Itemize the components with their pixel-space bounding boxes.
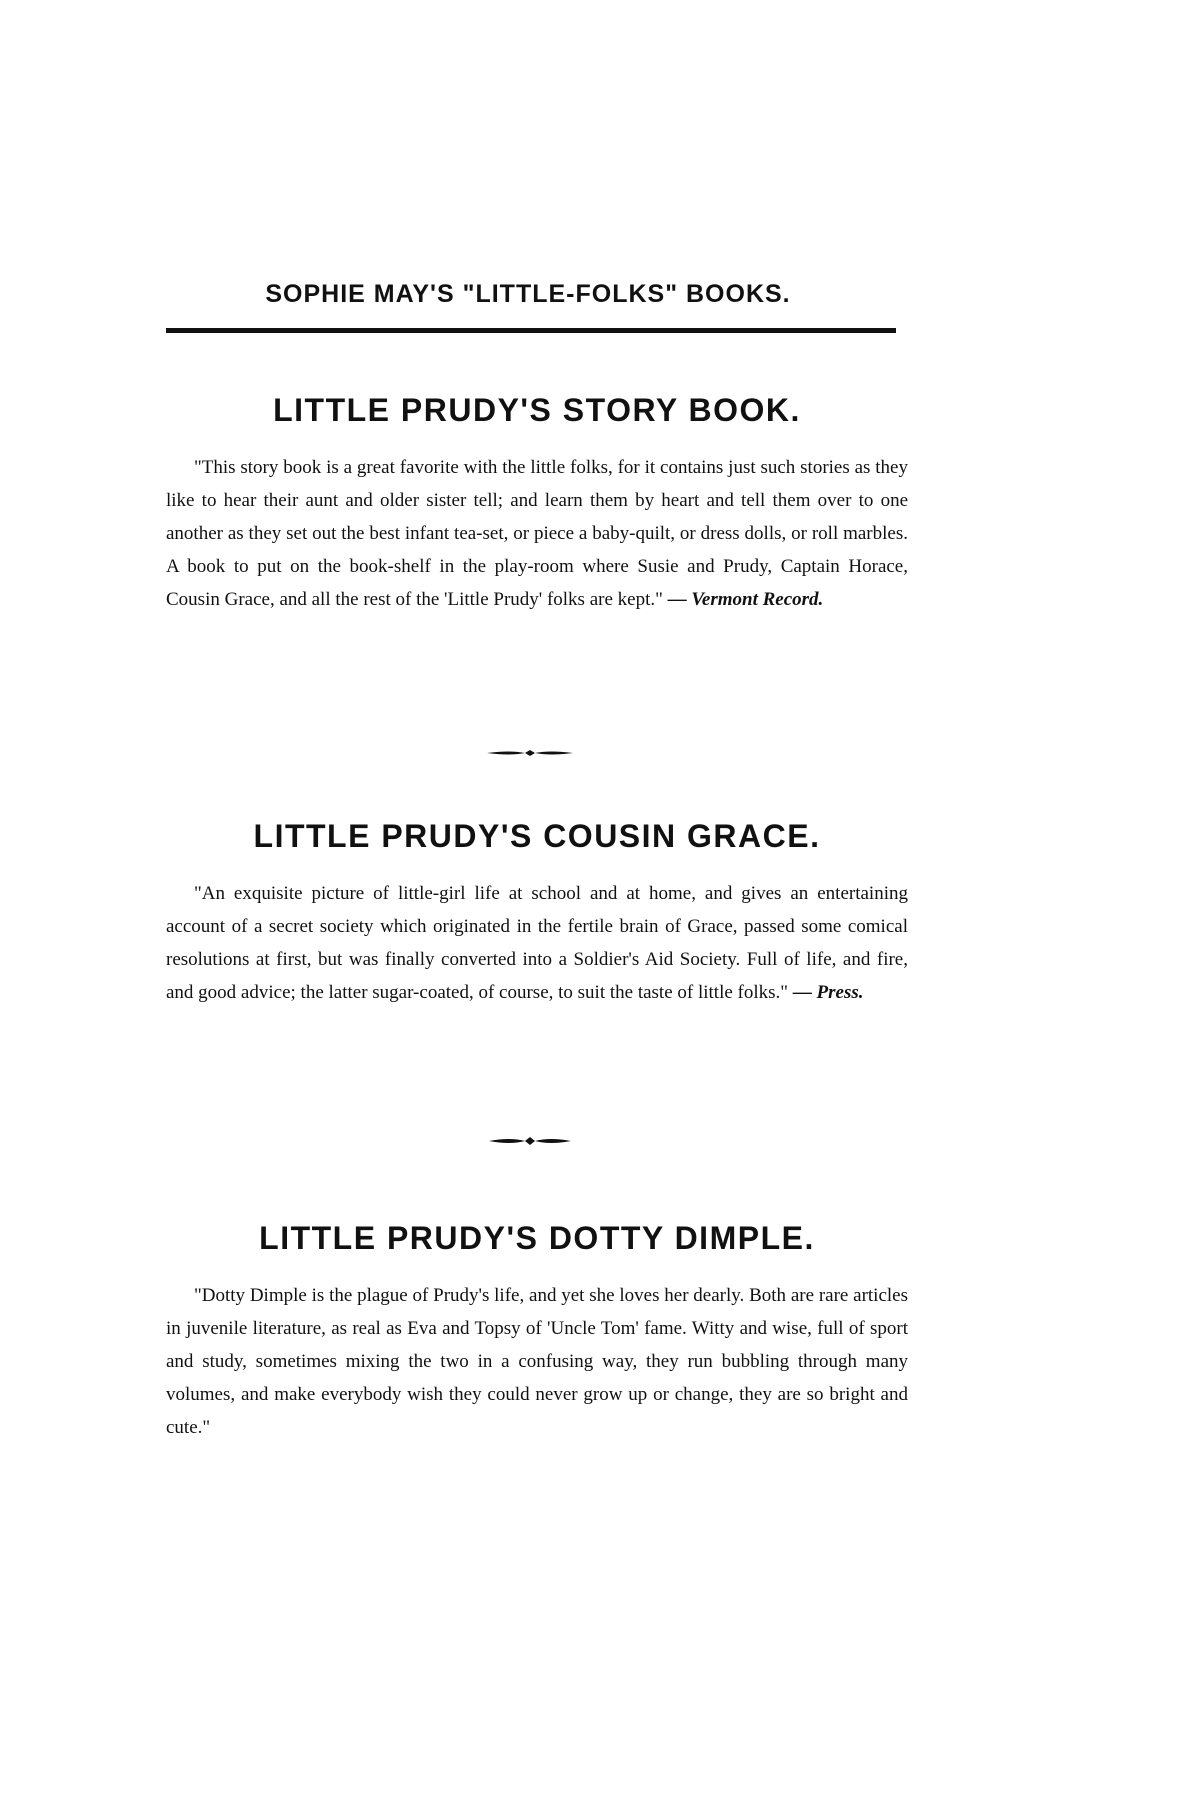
attribution-dash: — (788, 982, 817, 1003)
review-quote (166, 451, 908, 616)
section-title: LITTLE PRUDY'S DOTTY DIMPLE. (259, 1220, 815, 1256)
quote-text: "This story book is a great favorite with the little folks, for it contains just such stories as they like to hear their aunt and older sister tell; and learn them by heart and tell them over to one another as they set out the best infant tea-set, or piece a baby-quilt, or dress dolls, or roll marbles. A book to put on the book-shelf in the play-room where Susie and Prudy, Captain Horace, Cousin Grace, and all the rest of the 'Little Prudy' folks are kept." (166, 457, 908, 610)
section-cousin-grace (166, 818, 908, 1009)
ornament-divider (485, 748, 575, 758)
quote-source: Press. (816, 982, 864, 1003)
quote-text: "An exquisite picture of little-girl life at school and at home, and gives an entertaining account of a secret society which originated in the fertile brain of Grace, passed some comical resolutions at first, but was finally converted into a Soldier's Aid Society. Full of life, and fire, and good advice; the latter sugar-coated, of course, to suit the taste of little folks." (166, 883, 908, 1003)
review-quote (166, 1279, 908, 1444)
ornament-divider (485, 1136, 575, 1146)
running-head: SOPHIE MAY'S "LITTLE-FOLKS" BOOKS. (265, 280, 791, 308)
section-story-book (166, 392, 908, 616)
section-title: LITTLE PRUDY'S COUSIN GRACE. (253, 818, 821, 854)
header-rule (166, 328, 896, 333)
section-dotty-dimple (166, 1220, 908, 1444)
attribution-dash: — (662, 589, 692, 610)
quote-text: "Dotty Dimple is the plague of Prudy's life, and yet she loves her dearly. Both are rare articles in juvenile literature, as real as Eva and Topsy of 'Uncle Tom' fame. Witty and wise, full of sport and study, sometimes mixing the two in a confusing way, they run bubbling through many volumes, and make everybody wish they could never grow up or change, they are so bright and cute." (166, 1285, 908, 1438)
review-quote (166, 877, 908, 1009)
section-title: LITTLE PRUDY'S STORY BOOK. (273, 392, 801, 428)
quote-source: Vermont Record. (691, 589, 824, 610)
